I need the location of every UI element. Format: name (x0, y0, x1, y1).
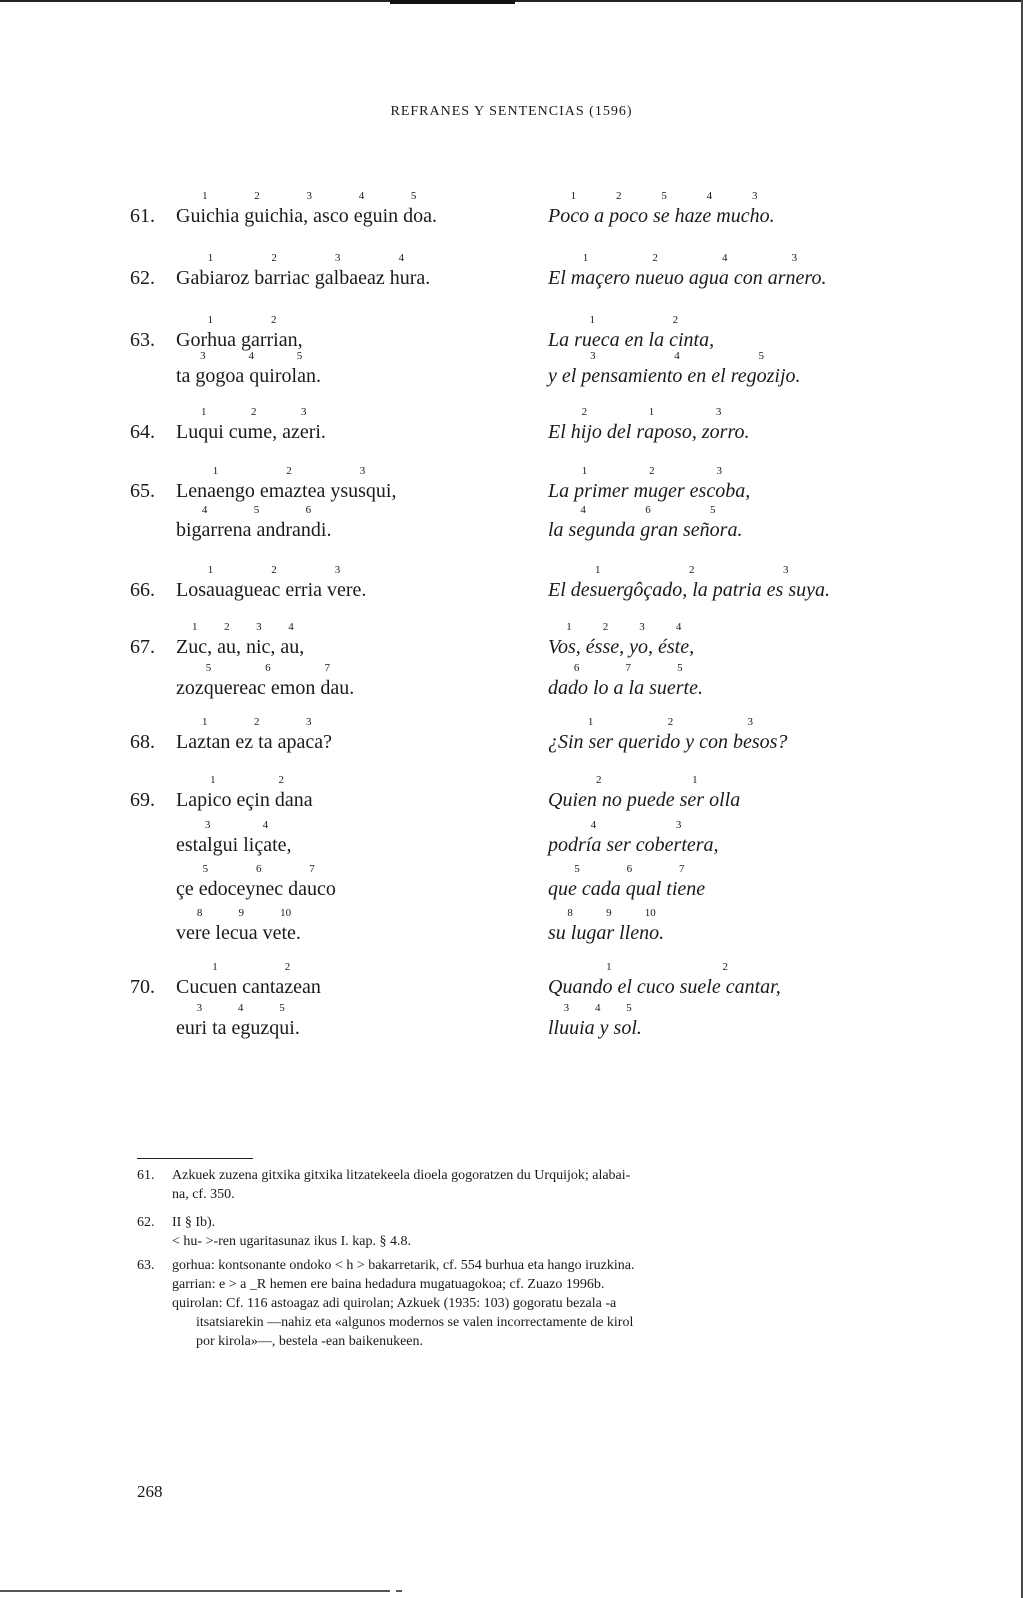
word-order-mark: 5 (710, 504, 716, 516)
footnote-text (172, 1166, 909, 1204)
word-order-mark: 9 (606, 907, 612, 919)
word-order-mark: 4 (398, 252, 404, 264)
word-order-mark: 6 (305, 504, 312, 516)
proverb-text: Gabiaroz barriac galbaeaz hura. (176, 267, 431, 289)
word-order-mark: 3 (300, 406, 307, 418)
proverb-text: estalgui liçate, (176, 834, 292, 856)
word-order-mark: 1 (581, 465, 588, 477)
proverb-text: Vos, ésse, yo, éste, (548, 636, 695, 658)
word-order-mark: 3 (359, 465, 366, 477)
word-order-mark: 3 (563, 1002, 570, 1014)
word-order-mark: 2 (271, 564, 277, 576)
word-order-mark: 1 (589, 314, 596, 326)
word-order-mark: 5 (205, 662, 212, 674)
word-order-mark: 1 (606, 961, 612, 973)
footnote-line: na, cf. 350. (172, 1187, 235, 1202)
word-order-mark: 3 (196, 1002, 203, 1014)
word-order-mark: 4 (237, 1002, 244, 1014)
word-order-mark: 1 (212, 465, 219, 477)
word-order-mark: 1 (207, 314, 214, 326)
word-order-mark: 8 (196, 907, 203, 919)
word-order-mark: 4 (594, 1002, 601, 1014)
word-order-mark: 5 (758, 350, 764, 362)
word-order-mark: 10 (280, 907, 292, 919)
word-order-mark: 3 (675, 819, 682, 831)
proverb-text: y el pensamiento en el regozijo. (548, 365, 801, 387)
word-order-mark: 4 (706, 190, 713, 202)
word-order-mark: 4 (675, 621, 682, 633)
word-order-mark: 1 (192, 621, 198, 633)
word-order-mark: 2 (284, 961, 291, 973)
proverb-number: 68. (130, 731, 155, 753)
word-order-mark: 5 (253, 504, 260, 516)
word-order-mark: 6 (626, 863, 633, 875)
word-order-mark: 1 (202, 190, 208, 202)
proverb-text: çe edoceynec dauco (176, 878, 336, 900)
proverb-text: La rueca en la cinta, (548, 329, 715, 351)
word-order-mark: 2 (672, 314, 679, 326)
proverb-text: El desuergôçado, la patria es suya. (548, 579, 831, 601)
proverb-number: 62. (130, 267, 155, 289)
word-order-mark: 1 (210, 774, 216, 786)
proverb-text: vere lecua vete. (176, 922, 301, 944)
word-order-mark: 2 (652, 252, 658, 264)
proverb-text: ¿Sin ser querido y con besos? (548, 731, 788, 753)
word-order-mark: 3 (747, 716, 754, 728)
word-order-mark: 1 (207, 252, 214, 264)
word-order-mark: 7 (309, 863, 315, 875)
word-order-mark: 10 (644, 907, 656, 919)
word-order-mark: 1 (566, 621, 572, 633)
word-order-mark: 3 (751, 190, 758, 202)
word-order-mark: 2 (224, 621, 230, 633)
proverb-text: La primer muger escoba, (548, 480, 751, 502)
word-order-mark: 6 (573, 662, 580, 674)
proverb-number: 69. (130, 789, 155, 811)
footnote-line: II § Ib). (172, 1215, 216, 1230)
word-order-mark: 2 (581, 406, 588, 418)
word-order-mark: 4 (674, 350, 680, 362)
footnote-text (172, 1213, 909, 1251)
word-order-mark: 2 (286, 465, 292, 477)
word-order-mark: 3 (783, 564, 789, 576)
footnote-line: Azkuek zuzena gitxika gitxika litzatekeela dioela gogoratzen du Urquijok; alabai- (172, 1168, 631, 1183)
proverb-text: Laztan ez ta apaca? (176, 731, 332, 753)
proverb-text: ta gogoa quirolan. (176, 365, 321, 387)
proverb-text: dado lo a la suerte. (548, 677, 703, 699)
word-order-mark: 1 (692, 774, 698, 786)
footnote-line: < hu- >-ren ugaritasunaz ikus I. kap. § 4.8. (172, 1234, 411, 1249)
proverb-number: 66. (130, 579, 155, 601)
word-order-mark: 2 (250, 406, 257, 418)
word-order-mark: 1 (200, 406, 207, 418)
word-order-mark: 6 (265, 662, 271, 674)
word-order-mark: 2 (602, 621, 609, 633)
word-order-mark: 2 (596, 774, 602, 786)
footnote-line: quirolan: Cf. 116 astoagaz adi quirolan; Azkuek (1935: 103) gogoratu bezala -a (172, 1296, 617, 1311)
word-order-mark: 5 (410, 190, 417, 202)
proverb-text: Cucuen cantazean (176, 976, 321, 998)
running-head: REFRANES Y SENTENCIAS (1596) (390, 104, 633, 119)
proverb-text: Guichia guichia, asco eguin doa. (176, 205, 438, 227)
proverb-text: Gorhua garrian, (176, 329, 303, 351)
word-order-mark: 3 (334, 252, 341, 264)
word-order-mark: 9 (238, 907, 244, 919)
word-order-mark: 5 (574, 863, 580, 875)
word-order-mark: 2 (270, 314, 277, 326)
proverb-text: Poco a poco se haze mucho. (548, 205, 775, 227)
footnote-line: por kirola»—, bestela -ean baikenukeen. (196, 1334, 424, 1349)
word-order-mark: 2 (667, 716, 674, 728)
word-order-mark: 1 (212, 961, 218, 973)
word-order-mark: 4 (288, 621, 294, 633)
proverb-text: Quien no puede ser olla (548, 789, 741, 811)
word-order-mark: 7 (678, 863, 685, 875)
word-order-mark: 3 (204, 819, 211, 831)
word-order-mark: 1 (648, 406, 655, 418)
word-order-mark: 4 (201, 504, 208, 516)
word-order-mark: 1 (595, 564, 601, 576)
proverb-text: El maçero nueuo agua con arnero. (548, 267, 827, 289)
word-order-mark: 1 (207, 564, 214, 576)
proverb-text: Losauagueac erria vere. (176, 579, 367, 601)
word-order-mark: 5 (661, 190, 667, 202)
word-order-mark: 1 (582, 252, 589, 264)
word-order-mark: 4 (590, 819, 597, 831)
word-order-mark: 4 (248, 350, 254, 362)
proverb-text: Zuc, au, nic, au, (176, 636, 305, 658)
word-order-mark: 3 (716, 465, 723, 477)
proverb-number: 65. (130, 480, 155, 502)
proverb-number: 67. (130, 636, 155, 658)
word-order-mark: 2 (615, 190, 622, 202)
word-order-mark: 3 (715, 406, 722, 418)
word-order-mark: 4 (262, 819, 269, 831)
footnote-line: gorhua: kontsonante ondoko < h > bakarretarik, cf. 554 burhua eta hango iruzkina. (172, 1258, 635, 1273)
proverb-text: euri ta eguzqui. (176, 1017, 300, 1039)
proverb-text: bigarrena andrandi. (176, 519, 332, 541)
word-order-mark: 5 (202, 863, 209, 875)
word-order-mark: 3 (334, 564, 341, 576)
proverb-text: la segunda gran señora. (548, 519, 743, 541)
word-order-mark: 4 (580, 504, 586, 516)
footnote-text (172, 1256, 909, 1351)
proverb-text: Luqui cume, azeri. (176, 421, 326, 443)
word-order-mark: 6 (255, 863, 262, 875)
footnote-number: 61. (137, 1168, 155, 1183)
footnote-number: 63. (137, 1258, 155, 1273)
proverb-text: Quando el cuco suele cantar, (548, 976, 781, 998)
word-order-mark: 5 (279, 1002, 285, 1014)
word-order-mark: 1 (570, 190, 577, 202)
word-order-mark: 3 (791, 252, 798, 264)
word-order-mark: 3 (590, 350, 596, 362)
word-order-mark: 7 (324, 662, 331, 674)
proverb-text: Lenaengo emaztea ysusqui, (176, 480, 397, 502)
proverb-number: 61. (130, 205, 155, 227)
word-order-mark: 7 (625, 662, 631, 674)
word-order-mark: 1 (587, 716, 594, 728)
word-order-mark: 3 (305, 716, 312, 728)
proverb-text: podría ser cobertera, (548, 834, 719, 856)
word-order-mark: 6 (645, 504, 651, 516)
word-order-mark: 1 (201, 716, 208, 728)
footnote-line: garrian: e > a _R hemen ere baina hedadura mugatuagokoa; cf. Zuazo 1996b. (172, 1277, 605, 1292)
proverb-text: que cada qual tiene (548, 878, 706, 900)
proverb-text: lluuia y sol. (548, 1017, 642, 1039)
footnote-rule (137, 1158, 253, 1159)
word-order-mark: 2 (649, 465, 655, 477)
proverb-number: 70. (130, 976, 155, 998)
word-order-mark: 2 (689, 564, 695, 576)
word-order-mark: 4 (722, 252, 728, 264)
proverb-text: zozquereac emon dau. (176, 677, 355, 699)
word-order-mark: 2 (722, 961, 729, 973)
word-order-mark: 2 (253, 716, 260, 728)
proverb-number: 64. (130, 421, 155, 443)
word-order-mark: 4 (358, 190, 365, 202)
top-border-mark (390, 0, 515, 4)
page-number: 268 (137, 1482, 163, 1501)
proverb-number: 63. (130, 329, 155, 351)
word-order-mark: 5 (677, 662, 683, 674)
word-order-mark: 2 (278, 774, 284, 786)
word-order-mark: 2 (254, 190, 260, 202)
proverb-text: su lugar lleno. (548, 922, 665, 944)
word-order-mark: 3 (200, 350, 206, 362)
proverb-text: Lapico eçin dana (176, 789, 313, 811)
footnote-line: itsatsiarekin —nahiz eta «algunos modernos se valen incorrectamente de kirol (196, 1315, 634, 1330)
bottom-border-mark (396, 1590, 402, 1592)
word-order-mark: 3 (306, 190, 313, 202)
word-order-mark: 5 (626, 1002, 632, 1014)
word-order-mark: 8 (567, 907, 573, 919)
footnote-number: 62. (137, 1215, 155, 1230)
word-order-mark: 5 (296, 350, 303, 362)
word-order-mark: 3 (639, 621, 645, 633)
proverb-text: El hijo del raposo, zorro. (548, 421, 750, 443)
word-order-mark: 2 (271, 252, 277, 264)
word-order-mark: 3 (256, 621, 262, 633)
bottom-border (0, 1590, 390, 1592)
